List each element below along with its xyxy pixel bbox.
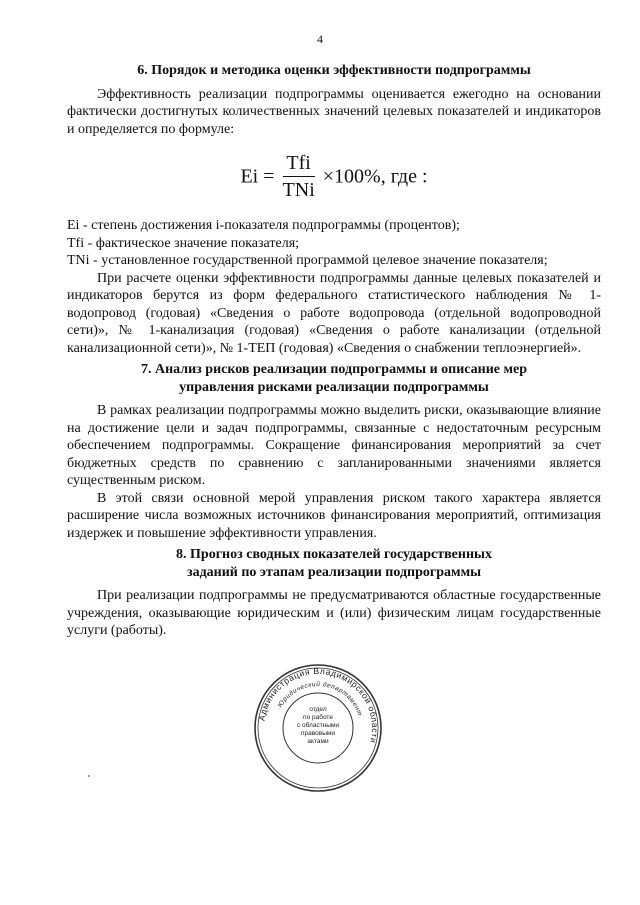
formula-lhs: Ei = — [240, 165, 275, 188]
formula-rhs: ×100%, где : — [322, 165, 428, 188]
stamp-inner-text: Юридический департамент — [276, 680, 364, 718]
definition-tfi: Tfi - фактическое значение показателя; — [67, 235, 300, 251]
section-8-title — [67, 546, 601, 581]
section-7-title — [67, 361, 601, 396]
section-6-intro: Эффективность реализации подпрограммы оценивается ежегодно на основании фактически достигнутых количественных значений целевых показателей и индикаторов и определяется по формуле: — [67, 86, 601, 137]
section-8-paragraph: При реализации подпрограммы не предусматриваются областные государственные учреждения, оказывающие юридическим и (или) физическим лицам государственные услуги (работы). — [67, 588, 601, 638]
official-stamp — [252, 662, 384, 794]
stamp-center-line: правовыми — [301, 730, 335, 737]
definition-ei: Ei - степень достижения i-показателя подпрограммы (процентов); — [67, 218, 460, 233]
formula-fraction — [283, 152, 315, 201]
section-7-paragraph: В рамках реализации подпрограммы можно выделить риски, оказывающие влияние на достижение цели и задач подпрограммы, связанные с недостаточным ресурсным обеспечением подпрограммы. Сокращение финансирования мероприятий за счет бюджетных средств по сравнению с запланированными значениями является существенным риском. — [67, 403, 601, 488]
section-6-title: 6. Порядок и методика оценки эффективности подпрограммы — [137, 63, 531, 78]
document-body — [67, 62, 601, 640]
section-7-title-line: управления рисками реализации подпрограммы — [179, 379, 489, 395]
section-8-title-line: 8. Прогноз сводных показателей государственных — [176, 547, 492, 562]
efficiency-formula — [67, 152, 601, 201]
formula-denominator: TNi — [282, 179, 315, 201]
section-6-paragraph: При расчете оценки эффективности подпрограммы данные целевых показателей и индикаторов берутся из форм федерального статистического наблюдения № 1-водопровод (годовая) «Сведения о работе водопровода (отдельной водопроводной сети)», № 1-канализация (годовая) «Сведения о работе канализации (отдельной канализационной сети)», № 1-ТЕП (годовая) «Сведения о снабжении теплоэнергией». — [67, 270, 601, 356]
formula-numerator: Tfi — [283, 152, 315, 177]
stamp-center-line: с областными — [296, 722, 340, 729]
section-8-title-line: заданий по этапам реализации подпрограммы — [186, 564, 482, 580]
section-7-paragraph: В этой связи основной мерой управления риском такого характера является расширение числа возможных источников финансирования мероприятий, оптимизация издержек и повышение эффективности управления. — [67, 490, 601, 541]
stamp-center-line: актами — [307, 738, 329, 745]
stamp-outer-text: Администрация Владимирской области — [256, 665, 381, 745]
definition-tni: TNi - установленное государственной программой целевое значение показателя; — [67, 253, 548, 268]
stamp-center-line: по работе — [303, 714, 333, 721]
section-7-title-line: 7. Анализ рисков реализации подпрограммы и описание мер — [140, 362, 528, 377]
scan-speck — [88, 775, 90, 777]
page-number: 4 — [317, 32, 323, 46]
stamp-center-line: отдел — [309, 706, 327, 713]
